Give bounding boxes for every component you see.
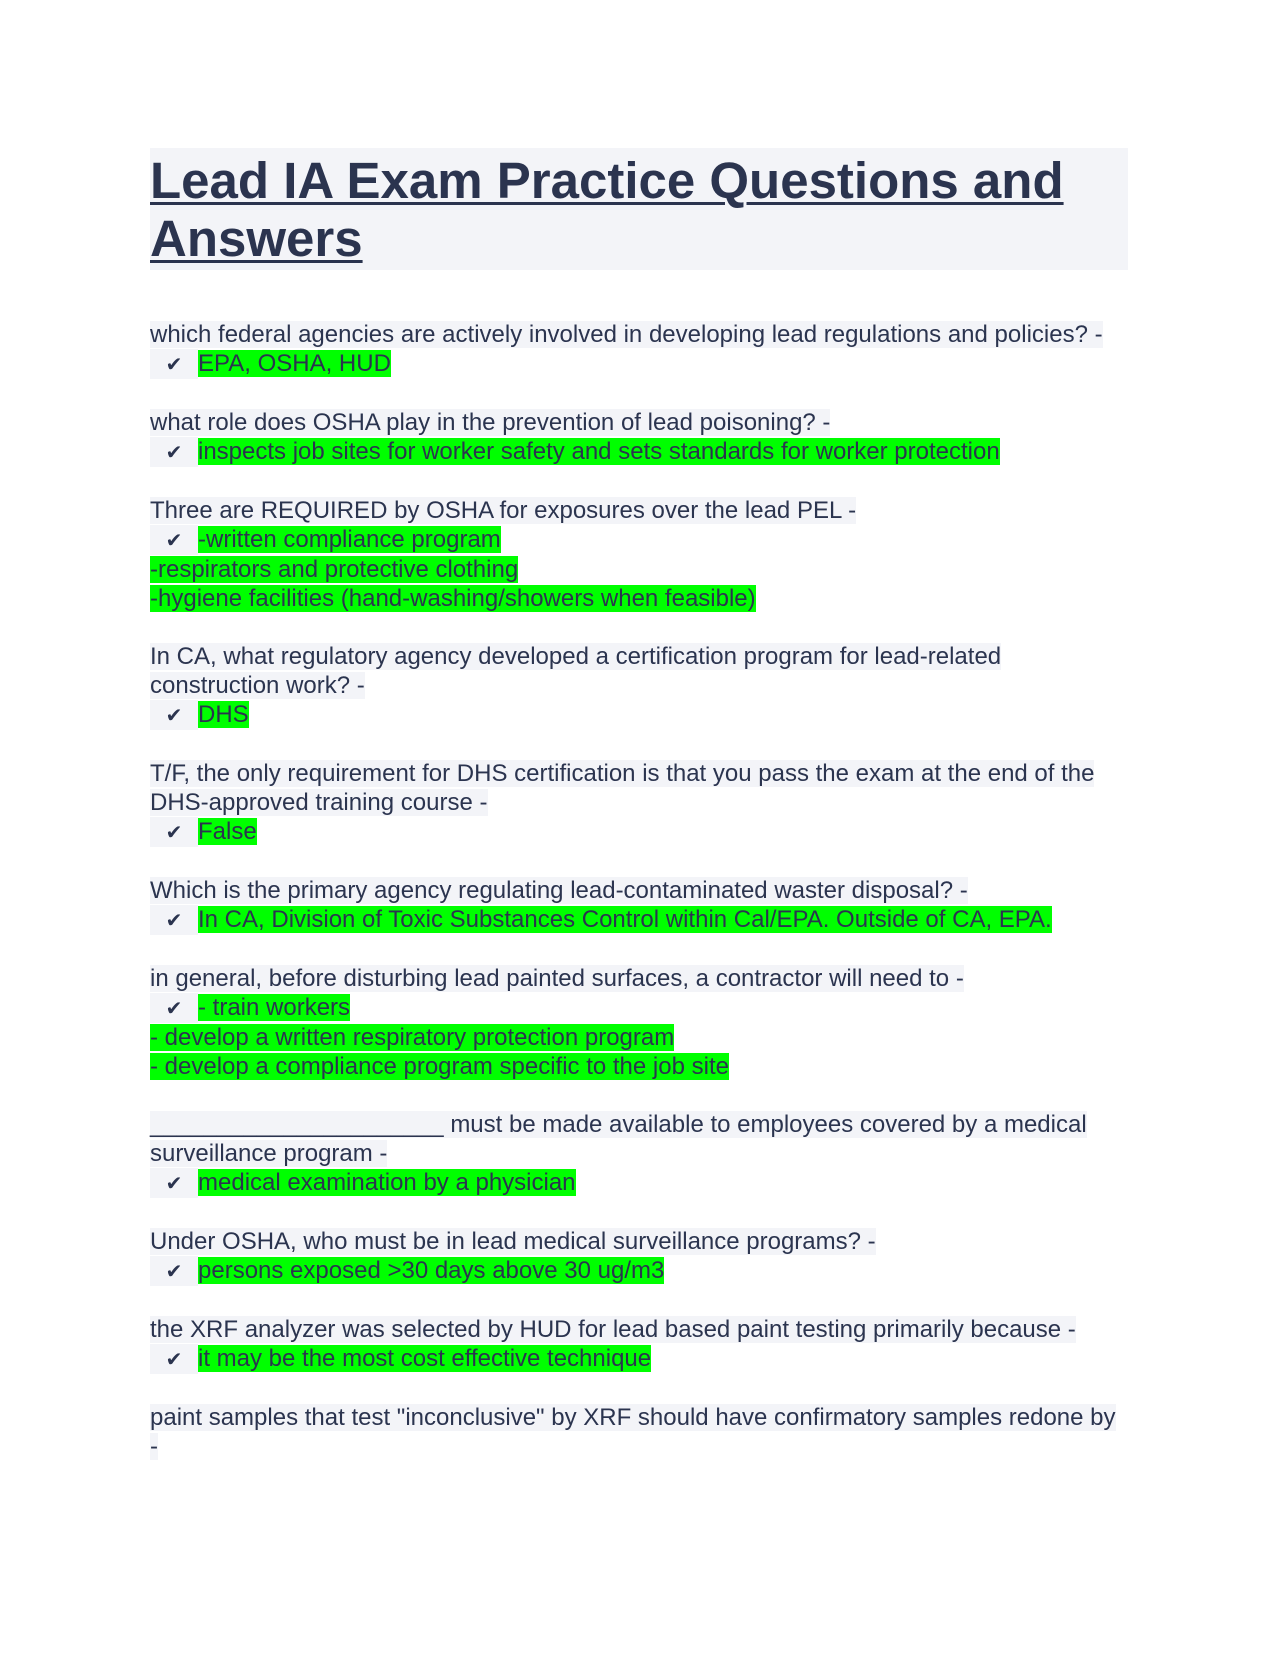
answer-text: medical examination by a physician <box>198 1169 576 1196</box>
check-icon: ✔ <box>150 700 198 730</box>
answer-line <box>150 700 1130 730</box>
qa-item <box>150 408 1130 467</box>
question-text: which federal agencies are actively involved in developing lead regulations and policies? - <box>150 321 1103 348</box>
answer-line <box>150 993 1130 1023</box>
qa-item <box>150 1110 1130 1198</box>
check-icon: ✔ <box>150 437 198 467</box>
question-text: Three are REQUIRED by OSHA for exposures over the lead PEL - <box>150 497 857 524</box>
question-text: in general, before disturbing lead painted surfaces, a contractor will need to - <box>150 965 964 992</box>
answer-text: it may be the most cost effective technique <box>198 1345 652 1372</box>
answer-line <box>150 1344 1130 1374</box>
answer-text: In CA, Division of Toxic Substances Control within Cal/EPA. Outside of CA, EPA. <box>198 906 1052 933</box>
check-icon: ✔ <box>150 993 198 1023</box>
title-block <box>150 148 1128 270</box>
check-icon: ✔ <box>150 349 198 379</box>
answer-line <box>150 1052 1130 1081</box>
answer-line <box>150 905 1130 935</box>
answer-line <box>150 1256 1130 1286</box>
answer-text: EPA, OSHA, HUD <box>198 350 391 377</box>
answer-line <box>150 349 1130 379</box>
answer-text: False <box>198 818 257 845</box>
qa-item <box>150 1315 1130 1374</box>
answer-line <box>150 525 1130 555</box>
qa-item <box>150 1227 1130 1286</box>
qa-item <box>150 964 1130 1081</box>
document-content <box>150 148 1130 1490</box>
check-icon: ✔ <box>150 905 198 935</box>
qa-item <box>150 320 1130 379</box>
answer-line <box>150 584 1130 613</box>
question-text: what role does OSHA play in the prevention of lead poisoning? - <box>150 409 831 436</box>
check-icon: ✔ <box>150 1168 198 1198</box>
qa-item <box>150 642 1130 730</box>
answer-text: DHS <box>198 701 249 728</box>
answer-line <box>150 555 1130 584</box>
question-text: In CA, what regulatory agency developed a certification program for lead-related construction work? - <box>150 643 1002 699</box>
answer-text: - develop a written respiratory protection program <box>150 1024 675 1051</box>
qa-item <box>150 496 1130 613</box>
answer-line <box>150 437 1130 467</box>
answer-text: persons exposed >30 days above 30 ug/m3 <box>198 1257 665 1284</box>
answer-text: -hygiene facilities (hand-washing/showers when feasible) <box>150 585 756 612</box>
check-icon: ✔ <box>150 817 198 847</box>
answer-text: -respirators and protective clothing <box>150 556 519 583</box>
question-text: paint samples that test "inconclusive" by XRF should have confirmatory samples redone by - <box>150 1404 1116 1460</box>
qa-item <box>150 759 1130 847</box>
answer-line <box>150 1168 1130 1198</box>
check-icon: ✔ <box>150 1256 198 1286</box>
page-title: Lead IA Exam Practice Questions and Answers <box>150 152 1064 267</box>
question-text: Which is the primary agency regulating lead-contaminated waster disposal? - <box>150 877 968 904</box>
answer-text: -written compliance program <box>198 526 501 553</box>
question-text: the XRF analyzer was selected by HUD for lead based paint testing primarily because - <box>150 1316 1076 1343</box>
question-text: Under OSHA, who must be in lead medical surveillance programs? - <box>150 1228 876 1255</box>
question-text: T/F, the only requirement for DHS certification is that you pass the exam at the end of the DHS-approved training course - <box>150 760 1095 816</box>
check-icon: ✔ <box>150 1344 198 1374</box>
answer-text: - train workers <box>198 994 351 1021</box>
check-icon: ✔ <box>150 525 198 555</box>
answer-text: - develop a compliance program specific to the job site <box>150 1053 729 1080</box>
answer-line <box>150 1023 1130 1052</box>
answer-line <box>150 817 1130 847</box>
qa-item <box>150 876 1130 935</box>
question-text: ______________________ must be made available to employees covered by a medical surveillance program - <box>150 1111 1087 1167</box>
qa-item <box>150 1403 1130 1461</box>
qa-list <box>150 320 1130 1461</box>
answer-text: inspects job sites for worker safety and sets standards for worker protection <box>198 438 1000 465</box>
